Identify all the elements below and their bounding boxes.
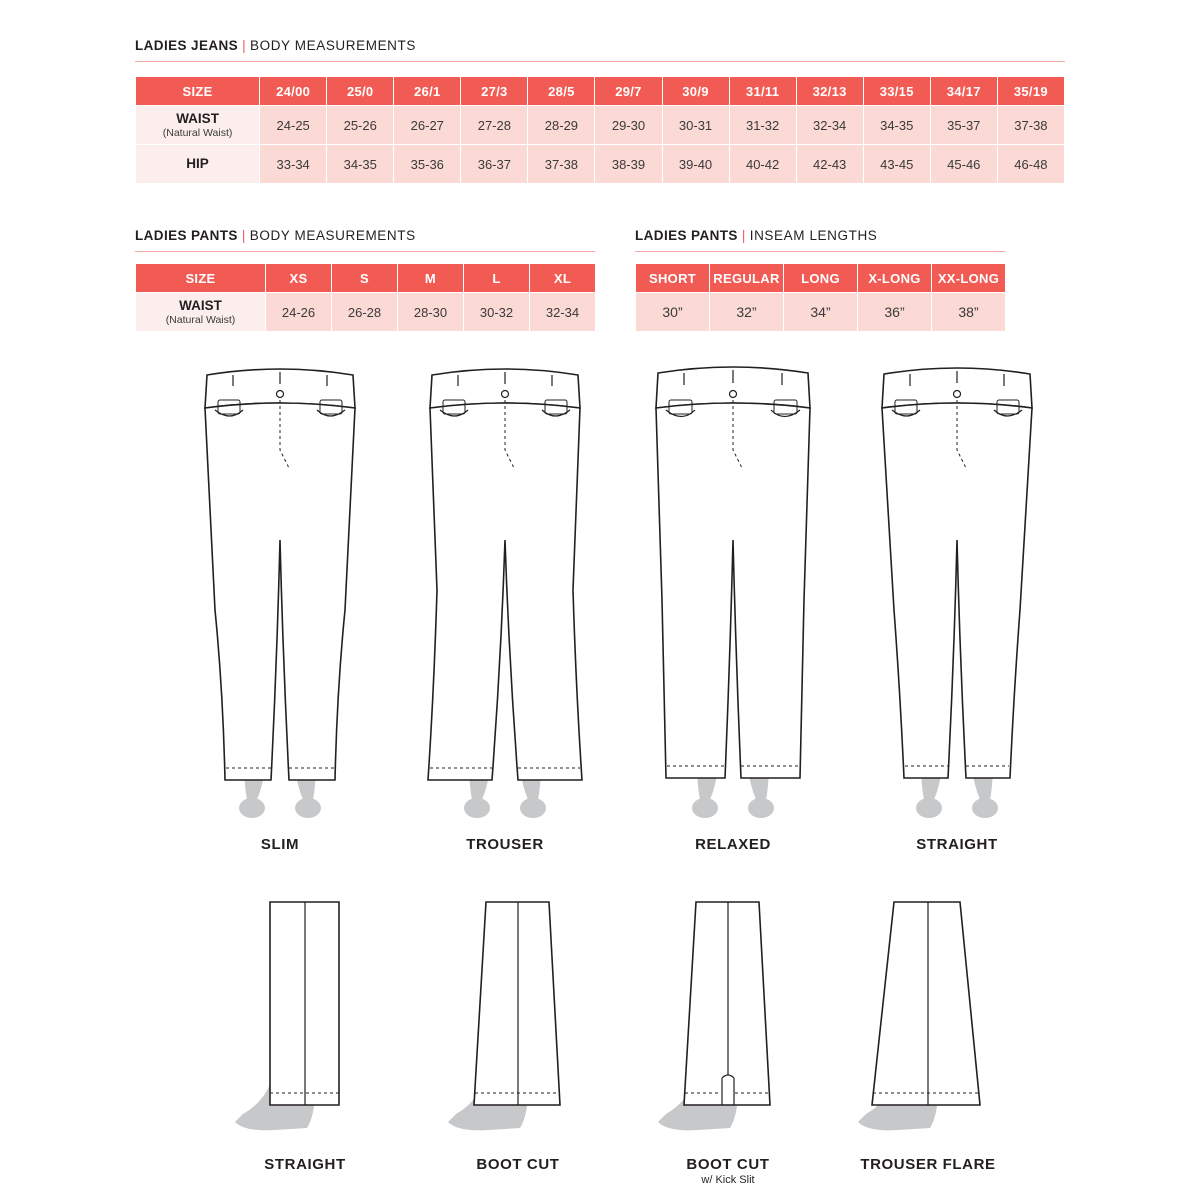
figure-caption-hem-boot-cut: BOOT CUT	[476, 1156, 560, 1173]
jeans-cell-0-10: 35-37	[930, 106, 997, 145]
jeans-heading-title: LADIES JEANS	[135, 38, 239, 53]
jeans-cell-0-8: 32-34	[796, 106, 863, 145]
jeans-heading-divider: |	[242, 38, 246, 53]
pants-body-header-1: XS	[266, 264, 332, 293]
inseam-cell-0: 30”	[636, 293, 710, 332]
jeans-header-2: 25/0	[327, 77, 394, 106]
figure-caption-hem-straight: STRAIGHT	[264, 1156, 346, 1173]
hem-illustration-straight	[215, 900, 395, 1150]
pants-illustration-trouser	[410, 360, 600, 830]
figure-caption-trouser: TROUSER	[466, 836, 544, 853]
jeans-cell-0-2: 26-27	[394, 106, 461, 145]
jeans-cell-0-11: 37-38	[997, 106, 1064, 145]
jeans-size-table	[135, 76, 1065, 184]
jeans-cell-0-6: 30-31	[662, 106, 729, 145]
pants-body-heading-title: LADIES PANTS	[135, 228, 238, 243]
inseam-table-header-row	[636, 264, 1006, 293]
pants-body-header-4: L	[464, 264, 530, 293]
hem-illustration-boot-cut	[428, 900, 608, 1150]
pants-body-section-heading	[135, 228, 416, 243]
pants-illustration-straight	[862, 360, 1052, 830]
inseam-cell-2: 34”	[784, 293, 858, 332]
pants-illustration-relaxed	[638, 360, 828, 830]
jeans-heading-rule	[135, 61, 1065, 62]
pants-body-cell-0-3: 30-32	[464, 293, 530, 332]
jeans-cell-1-1: 34-35	[327, 145, 394, 184]
jeans-cell-1-6: 39-40	[662, 145, 729, 184]
pants-body-heading-subtitle: BODY MEASUREMENTS	[249, 228, 416, 243]
pants-inseam-heading-title: LADIES PANTS	[635, 228, 738, 243]
jeans-header-4: 27/3	[461, 77, 528, 106]
pants-illustration-slim	[185, 360, 375, 830]
pants-body-heading-divider: |	[241, 228, 246, 243]
jeans-cell-0-4: 28-29	[528, 106, 595, 145]
figure-straight-full	[862, 360, 1052, 853]
jeans-header-9: 32/13	[796, 77, 863, 106]
figure-caption-boot-cut-main: BOOT CUT	[686, 1156, 770, 1173]
jeans-table-body	[136, 106, 1065, 184]
pants-body-header-2: S	[332, 264, 398, 293]
pants-body-row-sublabel-0: (Natural Waist)	[165, 314, 236, 327]
inseam-cell-1: 32”	[710, 293, 784, 332]
jeans-cell-0-0: 24-25	[260, 106, 327, 145]
table-row	[636, 293, 1006, 332]
jeans-header-5: 28/5	[528, 77, 595, 106]
pants-inseam-heading-divider: |	[741, 228, 746, 243]
inseam-length-table	[635, 263, 1006, 332]
pants-body-cell-0-1: 26-28	[332, 293, 398, 332]
jeans-header-0: SIZE	[136, 77, 260, 106]
figure-hem-boot-cut-kick-slit	[638, 900, 818, 1186]
figure-caption-hem-trouser-flare: TROUSER FLARE	[860, 1156, 996, 1173]
table-row	[136, 145, 1065, 184]
pants-body-cell-0-4: 32-34	[530, 293, 596, 332]
pants-body-cell-0-2: 28-30	[398, 293, 464, 332]
pants-inseam-heading-subtitle: INSEAM LENGTHS	[749, 228, 878, 243]
jeans-header-7: 30/9	[662, 77, 729, 106]
inseam-header-3: X-LONG	[858, 264, 932, 293]
figure-caption-straight-full: STRAIGHT	[916, 836, 998, 853]
figure-caption-slim: SLIM	[260, 836, 300, 853]
pants-body-table-body	[136, 293, 596, 332]
jeans-cell-1-4: 37-38	[528, 145, 595, 184]
jeans-header-12: 35/19	[997, 77, 1064, 106]
inseam-header-2: LONG	[784, 264, 858, 293]
jeans-section-heading	[135, 38, 416, 53]
jeans-cell-1-2: 35-36	[394, 145, 461, 184]
jeans-cell-0-1: 25-26	[327, 106, 394, 145]
figure-trouser	[410, 360, 600, 853]
jeans-header-6: 29/7	[595, 77, 662, 106]
pants-body-header-5: XL	[530, 264, 596, 293]
inseam-header-0: SHORT	[636, 264, 710, 293]
figure-hem-boot-cut	[428, 900, 608, 1173]
jeans-cell-1-11: 46-48	[997, 145, 1064, 184]
pants-body-heading-rule	[135, 251, 595, 252]
hem-illustration-boot-cut-kick-slit	[638, 900, 818, 1150]
hem-illustration-trouser-flare	[838, 900, 1018, 1150]
jeans-row-label-0: WAIST (Natural Waist)	[136, 106, 260, 145]
inseam-cell-4: 38”	[932, 293, 1006, 332]
jeans-cell-0-9: 34-35	[863, 106, 930, 145]
inseam-header-1: REGULAR	[710, 264, 784, 293]
jeans-cell-1-0: 33-34	[260, 145, 327, 184]
jeans-header-3: 26/1	[394, 77, 461, 106]
pants-body-header-3: M	[398, 264, 464, 293]
figure-hem-trouser-flare	[838, 900, 1018, 1173]
jeans-heading-subtitle: BODY MEASUREMENTS	[250, 38, 416, 53]
inseam-header-4: XX-LONG	[932, 264, 1006, 293]
pants-body-size-table	[135, 263, 596, 332]
figure-relaxed	[638, 360, 828, 853]
jeans-header-11: 34/17	[930, 77, 997, 106]
pants-body-header-0: SIZE	[136, 264, 266, 293]
table-row	[136, 106, 1065, 145]
pants-body-row-label-0: WAIST (Natural Waist)	[136, 293, 266, 332]
pants-inseam-heading-rule	[635, 251, 1005, 252]
pants-body-table-header-row	[136, 264, 596, 293]
jeans-header-10: 33/15	[863, 77, 930, 106]
figure-caption-hem-boot-cut-kick-slit	[638, 1156, 818, 1186]
jeans-row-label-1: HIP	[136, 145, 260, 184]
jeans-cell-1-8: 42-43	[796, 145, 863, 184]
jeans-header-1: 24/00	[260, 77, 327, 106]
pants-inseam-section-heading	[635, 228, 877, 243]
jeans-cell-0-7: 31-32	[729, 106, 796, 145]
inseam-table-body	[636, 293, 1006, 332]
table-row	[136, 293, 596, 332]
inseam-cell-3: 36”	[858, 293, 932, 332]
jeans-cell-1-3: 36-37	[461, 145, 528, 184]
jeans-cell-1-7: 40-42	[729, 145, 796, 184]
figure-caption-relaxed: RELAXED	[695, 836, 771, 853]
jeans-cell-1-10: 45-46	[930, 145, 997, 184]
jeans-row-sublabel-0: (Natural Waist)	[162, 127, 233, 140]
figure-slim	[185, 360, 375, 853]
figure-caption-boot-cut-sub: w/ Kick Slit	[701, 1174, 755, 1186]
jeans-header-8: 31/11	[729, 77, 796, 106]
jeans-cell-1-9: 43-45	[863, 145, 930, 184]
jeans-table-header-row	[136, 77, 1065, 106]
jeans-cell-0-3: 27-28	[461, 106, 528, 145]
jeans-cell-1-5: 38-39	[595, 145, 662, 184]
pants-body-cell-0-0: 24-26	[266, 293, 332, 332]
jeans-cell-0-5: 29-30	[595, 106, 662, 145]
figure-hem-straight	[215, 900, 395, 1173]
